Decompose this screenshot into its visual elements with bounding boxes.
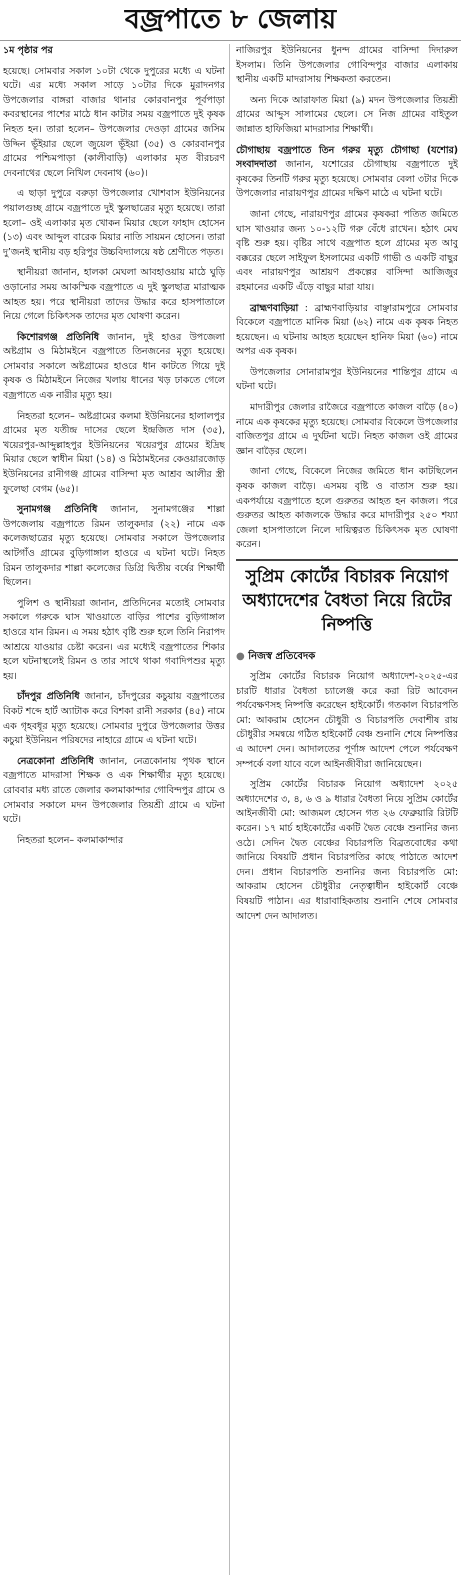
paragraph: জানা গেছে, বিকেলে নিজের জমিতে ধান কাটছিলেন কৃষক কাজল বাড়ৈ। এসময় বৃষ্টি ও বাতাস শুরু হয়। একপর্যায়ে বজ্রপাতে হলে গুরুতর আহত হন কাজল। পরে গুরুতর আহত কাজলকে উদ্ধার করে মাদারীপুর ২৫০ শয্যা জেলা হাসপাতালে নিলে দায়িত্বরত চিকিৎসক মৃত ঘোষণা করেন।	[236, 466, 458, 551]
correspondent-tag: নেত্রকোনা প্রতিনিধি	[17, 755, 94, 767]
sunamganj-report: সুনামগঞ্জ প্রতিনিধি জানান, সুনামগঞ্জের শাল্লা উপজেলায় বজ্রপাতে রিমন তালুকদার (২২) নামে এক কলেজছাত্রের মৃত্যু হয়েছে। সোমবার সকালে উপজেলার আটগাঁও গ্রামের বুড়িগাঙ্গাল হাওরে এ ঘটনা ঘটে। নিহত রিমন তালুকদার শাল্লা কলেজের ডিগ্রি দ্বিতীয় বর্ষের শিক্ষার্থী ছিলেন।	[3, 504, 225, 589]
paragraph: পুলিশ ও স্থানীয়রা জানান, প্রতিদিনের মতোই সোমবার সকালে গরুকে ঘাস খাওয়াতে বাড়ির পাশের বুড়িগাঙ্গাল হাওরে যান রিমন। এ সময় হঠাৎ বৃষ্টি শুরু হলে তিনি নিরাপদ আশ্রয়ে যাওয়ার চেষ্টা করেন। এর মধ্যেই বজ্রপাতের শিকার হলে ঘটনাস্থলেই রিমন ও তার সাথে থাকা গবাদিপশুর মৃত্যু হয়।	[3, 597, 225, 682]
continued-from-label: ১ম পৃষ্ঠার পর	[3, 45, 53, 56]
correspondent-tag: ব্রাহ্মণবাড়িয়া	[250, 302, 299, 314]
paragraph: জানা গেছে, নারায়ণপুর গ্রামের কৃষকরা পতিত জমিতে ঘাস খাওয়ার জন্য ১০-১২টি গরু বেঁধে রাখেন। হঠাৎ মেঘ বৃষ্টি শুরু হয়। বৃষ্টির সাথে বজ্রপাত হলে গ্রামের মৃত আবু বক্করের ছেলে সাইফুল ইসলামের একটি গাভী ও একটি বাছুর এবং নারায়ণপুর আশ্রয়ণ প্রকল্পের বাসিন্দা আজিজুর রহমানের একটি এঁড়ে বাছুর মারা যায়।	[236, 208, 458, 293]
paragraph: সুপ্রিম কোর্টের বিচারক নিয়োগ অধ্যাদেশ ২০২৫ অধ্যাদেশের ৩, ৪, ৬ ও ৯ ধারার বৈধতা নিয়ে সুপ্রিম কোর্টের আইনজীবী মো: আজমল হোসেন গত ২৬ ফেব্রুয়ারি রিটটি করেন। ১৭ মার্চ হাইকোর্টের একটি দ্বৈত বেঞ্চে শুনানির জন্য ওঠে। সেদিন দ্বৈত বেঞ্চের বিচারপতি বিব্রতবোধের কথা জানিয়ে বিষয়টি প্রধান বিচারপতির কাছে পাঠাতে আদেশ দেন। প্রধান বিচারপতি শুনানির জন্য বিচারপতি মো: আকরাম হোসেন চৌধুরীর নেতৃত্বাধীন হাইকোর্ট বেঞ্চে বিষয়টি পাঠান। এর ধারাবাহিকতায় শুনানি শেষে সোমবার আদেশ দেন আদালত।	[236, 779, 458, 922]
correspondent-tag: সুনামগঞ্জ প্রতিনিধি	[17, 504, 98, 516]
chougachha-report: চৌগাছায় বজ্রপাতে তিন গরুর মৃত্যু চৌগাছা (যশোর) সংবাদদাতা জানান, যশোরের চৌগাছায় বজ্রপাতে দুই কৃষকের তিনটি গরুর মৃত্যু হয়েছে। সোমবার বেলা ৩টার দিকে উপজেলার নারায়ণপুর গ্রামের দক্ষিণ মাঠে এ ঘটনা ঘটে।	[236, 144, 458, 200]
article-headline: বজ্রপাতে ৮ জেলায়	[0, 0, 461, 41]
paragraph: হয়েছে। সোমবার সকাল ১০টা থেকে দুপুরের মধ্যে এ ঘটনা ঘটে। এর মধ্যে সকাল সাড়ে ১০টার দিকে মুরাদনগর উপজেলার বাঙ্গরা বাজার থানার কোরবানপুর পূর্বপাড়া কবরস্থানের পাশের মাঠে ধান কাটার সময় বজ্রপাতে দুই কৃষক নিহত হন। তারা হলেন– উপজেলার দেওড়া গ্রামের জসিম উদ্দিন ভূঁইয়ার ছেলে জুয়েল ভূঁইয়া (৩৫) ও কোরবানপুর গ্রামের পশ্চিমপাড়া (কালীবাড়ি) এলাকার মৃত বীরচরণ দেবনাথের ছেলে নিখিল দেবনাথ (৬০)।	[3, 65, 225, 179]
paragraph: সুপ্রিম কোর্টের বিচারক নিয়োগ অধ্যাদেশ-২০২৫-এর চারটি ধারার বৈধতা চ্যালেঞ্জ করে করা রিট আবেদন পর্যবেক্ষণসহ নিষ্পত্তি করেছেন হাইকোর্ট। গতকাল বিচারপতি মো: আকরাম হোসেন চৌধুরী ও বিচারপতি দেবাশীষ রায় চৌধুরীর সমন্বয়ে গঠিত হাইকোর্ট বেঞ্চ শুনানি শেষে নিষ্পত্তির এ আদেশ দেন। আদালতের পূর্ণাঙ্গ আদেশ পেলে পর্যবেক্ষণ সম্পর্কে বলা যাবে বলে আইনজীবীরা জানিয়েছেন।	[236, 671, 458, 770]
correspondent-tag: চৌগাছা (যশোর) সংবাদদাতা	[236, 144, 458, 171]
paragraph: অন্য দিকে আরাফাত মিয়া (৯) মদন উপজেলার তিয়শ্রী গ্রামের আব্দুস সালামের ছেলে। সে নিজ গ্রামের বাইতুল জান্নাত হাফিজিয়া মাদরাসার শিক্ষার্থী।	[236, 94, 458, 135]
paragraph: নিহতরা হলেন– কলমাকান্দার	[17, 834, 124, 846]
column-divider	[229, 44, 230, 1575]
netrokona-report: নেত্রকোনা প্রতিনিধি জানান, নেত্রকোনায় পৃথক স্থানে বজ্রপাতে মাদরাসা শিক্ষক ও এক শিক্ষার্থীর মৃত্যু হয়েছে। রোববার মধ্য রাতে জেলার কলমাকান্দার গোবিন্দপুর গ্রামে ও সোমবার সকালে মদন উপজেলার তিয়শ্রী গ্রামে এ ঘটনা ঘটে।	[3, 755, 225, 826]
kishoreganj-report: কিশোরগঞ্জ প্রতিনিধি জানান, দুই হাওর উপজেলা অষ্টগ্রাম ও মিঠামইনে বজ্রপাতে তিনজনের মৃত্যু হয়েছে। সোমবার সকালে অষ্টগ্রামের হাওরে ধান কাটতে গিয়ে দুই কৃষক ও মিঠামইনে নিজের খলায় ধানের খড় ঢাকতে গেলে বজ্রপাতে এক নারীর মৃত্যু হয়।	[3, 331, 225, 402]
paragraph: উপজেলার সোনারামপুর ইউনিয়নের শান্তিপুর গ্রামে এ ঘটনা ঘটে।	[236, 366, 458, 393]
byline: ● নিজস্ব প্রতিবেদক	[236, 651, 316, 662]
right-column	[236, 44, 458, 1575]
paragraph: স্থানীয়রা জানান, হালকা মেঘলা আবহাওয়ায় মাঠে ঘুড়ি ওড়ানোর সময় আকস্মিক বজ্রপাতে এ দুই স্কুলছাত্র মারাত্মক আহত হয়। পরে স্থানীয়রা তাদের উদ্ধার করে হাসপাতালে নিয়ে গেলে চিকিৎসক তাদের মৃত ঘোষণা করেন।	[3, 267, 225, 323]
chandpur-report: চাঁদপুর প্রতিনিধি জানান, চাঁদপুরের কচুয়ায় বজ্রপাতের বিকট শব্দে হার্ট অ্যাটাক করে বিশকা রানী সরকার (৪৫) নামে এক গৃহবধূর মৃত্যু হয়েছে। সোমবার দুপুরে উপজেলার উত্তর কচুয়া ইউনিয়ন পরিষদের নাহারে গ্রামে এ ঘটনা ঘটে।	[3, 691, 225, 747]
correspondent-tag: কিশোরগঞ্জ প্রতিনিধি	[17, 331, 100, 343]
paragraph: মাদারীপুর জেলার রাজৈরে বজ্রপাতে কাজল বাড়ৈ (৪০) নামে এক কৃষকের মৃত্যু হয়েছে। সোমবার বিকেলে উপজেলার বাজিতপুর গ্রামে এ দুর্ঘটনা ঘটে। নিহত কাজল ওই গ্রামের জ্ঞান বাড়ৈর ছেলে।	[236, 402, 458, 457]
paragraph: নাজিরপুর ইউনিয়নের ধুনন্দ গ্রামের বাসিন্দা দিদারুল ইসলাম। তিনি উপজেলার গোবিন্দপুর বাজার এলাকায় স্থানীয় একটি মাদরাসায় শিক্ষকতা করতেন।	[236, 45, 458, 86]
paragraph: এ ছাড়া দুপুরে বরুড়া উপজেলার খোশবাস ইউনিয়নের পয়ালগুচ্ছ গ্রামে বজ্রপাতে দুই স্কুলছাত্রের মৃত্যু হয়েছে। তারা হলো– ওই এলাকার মৃত খোকন মিয়ার ছেলে ফাহাদ হোসেন (১৩) এবং আব্দুল বারেক মিয়ার নাতি সায়মন হোসেন। তারা দু’জনই স্থানীয় বড় হরিপুর উচ্চবিদ্যালয়ে ষষ্ঠ শ্রেণীতে পড়ত।	[3, 188, 225, 258]
bullet-icon: ●	[236, 651, 245, 662]
subheadline: চৌগাছায় বজ্রপাতে তিন গরুর মৃত্যু	[236, 144, 384, 156]
left-column	[3, 44, 225, 1575]
second-article-headline: সুপ্রিম কোর্টের বিচারক নিয়োগ অধ্যাদেশের বৈধতা নিয়ে রিটের নিষ্পত্তি	[236, 559, 458, 643]
brahmanbaria-report: ব্রাহ্মণবাড়িয়া : ব্রাহ্মণবাড়িয়ার বাঞ্ছারামপুরে সোমবার বিকেলে বজ্রপাতে মানিক মিয়া (৬২) নামে এক কৃষক নিহত হয়েছেন। এ ঘটনায় আহত হয়েছেন হানিফ মিয়া (৬০) নামে অপর এক কৃষক।	[236, 302, 458, 358]
paragraph: নিহতরা হলেন– অষ্টগ্রামের কলমা ইউনিয়নের হালালপুর গ্রামের মৃত যতীন্দ্র দাসের ছেলে ইন্দ্রজিত দাস (৩৫), খয়েরপুর-আব্দুল্লাহপুর ইউনিয়নের খয়েরপুর গ্রামের ইদ্রিছ মিয়ার ছেলে স্বাধীন মিয়া (১৪) ও মিঠামইনের কেওয়ারজোড় ইউনিয়নের রানীগঞ্জ গ্রামের বাসিন্দা মৃত আশ্রব আলীর স্ত্রী ফুলেছা বেগম (৬৫)।	[3, 410, 225, 495]
correspondent-tag: চাঁদপুর প্রতিনিধি	[17, 691, 80, 703]
